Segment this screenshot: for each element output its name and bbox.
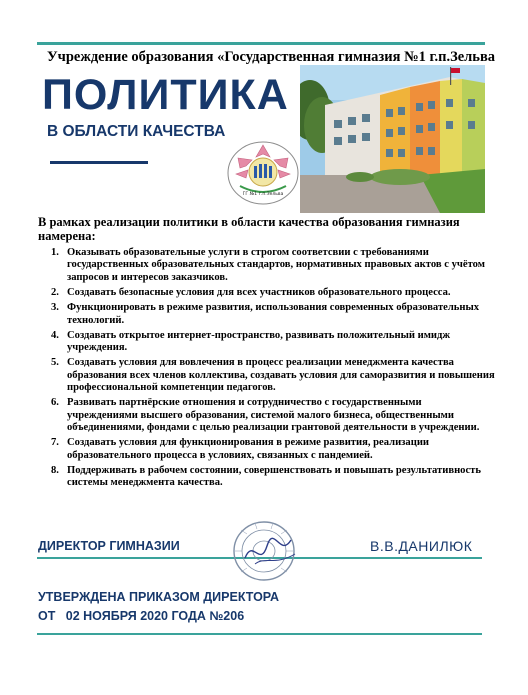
- list-item: [51, 247, 495, 284]
- emblem-text: ГГ №1 г.п.Зельва: [242, 192, 284, 197]
- list-item: [51, 437, 495, 462]
- institution-name: Учреждение образования «Государственная гимназия №1 г.п.Зельва: [47, 49, 496, 65]
- list-item-number: 1.: [51, 247, 59, 258]
- official-stamp-icon: [225, 518, 303, 584]
- title-underline: [50, 161, 148, 164]
- list-item: [51, 330, 495, 355]
- list-item-number: 8.: [51, 465, 59, 477]
- list-item: [51, 357, 495, 394]
- list-item: [51, 302, 495, 327]
- list-item-number: 5.: [51, 357, 59, 369]
- list-item-text: Создавать безопасные условия для всех участников образовательного процесса.: [67, 287, 451, 299]
- list-item: [51, 397, 495, 434]
- list-item-text: Развивать партнёрские отношения и сотрудничество с государственными учреждениями высшего образования, системой малого бизнеса, общественными объединениями, фондами с целью реализации грантовой деятельности в учреждении.: [67, 397, 480, 434]
- approval-line-1: УТВЕРЖДЕНА ПРИКАЗОМ ДИРЕКТОРА: [38, 590, 280, 604]
- director-label: ДИРЕКТОР ГИМНАЗИИ: [38, 539, 180, 553]
- page-title: ПОЛИТИКА: [42, 71, 289, 119]
- list-item: [51, 287, 495, 299]
- list-item-text: Создавать открытое интернет-пространство, развивать положительный имидж учреждения.: [67, 329, 451, 354]
- school-emblem-icon: [226, 140, 300, 206]
- list-item-text: Создавать условия для вовлечения в процесс реализации менеджмента качества образования всех членов коллектива, создавать условия для саморазвития и повышения профессиональной компетенции педагогов.: [67, 357, 495, 394]
- list-item-text: Функционировать в режиме развития, использования современных образовательных технологий.: [67, 302, 480, 326]
- top-divider: [37, 42, 485, 45]
- approval-line-2: ОТ 02 НОЯБРЯ 2020 ГОДА №206: [38, 609, 245, 623]
- list-item-number: 6.: [51, 397, 59, 409]
- list-item-text: Создавать условия для функционирования в режиме развития, реализации образовательного процесса в условиях, связанных с пандемией.: [67, 437, 430, 461]
- list-item: [51, 465, 495, 490]
- school-building-photo: [300, 65, 485, 213]
- list-item-number: 4.: [51, 329, 59, 341]
- page-subtitle: В ОБЛАСТИ КАЧЕСТВА: [47, 123, 226, 140]
- director-name: В.В.ДАНИЛЮК: [370, 538, 473, 554]
- list-item-text: Поддерживать в рабочем состоянии, совершенствовать и повышать результативность системы менеджмента качества.: [67, 465, 481, 489]
- bottom-divider: [37, 633, 482, 635]
- intro-text: В рамках реализации политики в области качества образования гимназия намерена:: [38, 215, 460, 243]
- list-item-number: 7.: [51, 437, 59, 449]
- policy-goals-list: [51, 247, 495, 493]
- list-item-text: Оказывать образовательные услуги в строгом соответсвии с требованиями государственных образовательных стандартов, нормативных правовых актов с учётом запросов и интересов заказчиков.: [67, 247, 485, 283]
- list-item-number: 2.: [51, 287, 59, 299]
- list-item-number: 3.: [51, 302, 59, 314]
